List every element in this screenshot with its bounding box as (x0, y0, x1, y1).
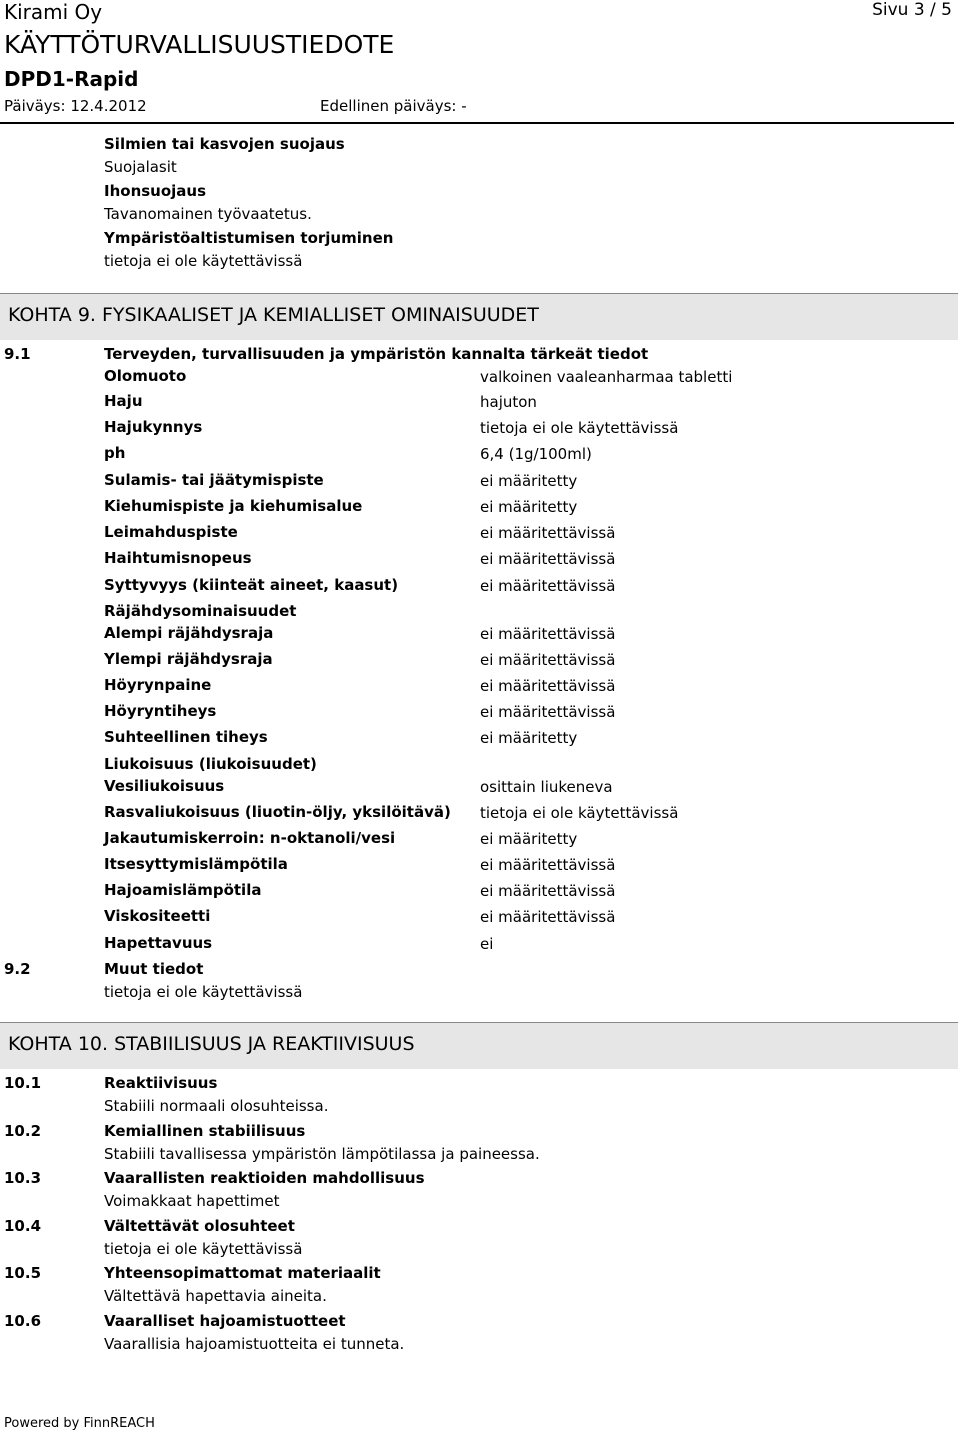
company-name: Kirami Oy (4, 0, 103, 24)
property-value: ei määritettävissä (480, 651, 616, 669)
property-label: Kiehumispiste ja kiehumisalue (104, 497, 363, 515)
product-name: DPD1-Rapid (4, 67, 139, 91)
property-label: Jakautumiskerroin: n-oktanoli/vesi (104, 829, 396, 847)
property-value: ei määritettävissä (480, 908, 616, 926)
subsection-number: 10.6 (4, 1312, 42, 1330)
property-label: Höyrynpaine (104, 676, 212, 694)
document-title: KÄYTTÖTURVALLISUUSTIEDOTE (4, 30, 395, 59)
property-value: osittain liukeneva (480, 778, 613, 796)
subsection-number: 10.1 (4, 1074, 42, 1092)
property-label: Viskositeetti (104, 907, 211, 925)
subsection-title: Vaaralliset hajoamistuotteet (104, 1312, 346, 1330)
property-value: tietoja ei ole käytettävissä (480, 804, 679, 822)
property-value: ei määritettävissä (480, 625, 616, 643)
subsection-title: Muut tiedot (104, 960, 204, 978)
property-label: Syttyvyys (kiinteät aineet, kaasut) (104, 576, 399, 594)
protection-label: Ihonsuojaus (104, 182, 207, 200)
property-value: hajuton (480, 393, 537, 411)
property-value: ei määritettävissä (480, 524, 616, 542)
protection-text: Suojalasit (104, 158, 177, 176)
subsection-number: 10.2 (4, 1122, 42, 1140)
subsection-number: 10.5 (4, 1264, 42, 1282)
subsection-text: Vältettävä hapettavia aineita. (104, 1287, 327, 1305)
header-divider (0, 122, 954, 124)
subsection-text: Stabiili normaali olosuhteissa. (104, 1097, 329, 1115)
property-label: Vesiliukoisuus (104, 777, 225, 795)
subsection-number: 10.4 (4, 1217, 42, 1235)
property-value: 6,4 (1g/100ml) (480, 445, 592, 463)
subsection-text: tietoja ei ole käytettävissä (104, 983, 303, 1001)
property-label: Hapettavuus (104, 934, 213, 952)
subsection-title: Vältettävät olosuhteet (104, 1217, 295, 1235)
property-label: Ylempi räjähdysraja (104, 650, 273, 668)
property-value: ei määritettävissä (480, 882, 616, 900)
subsection-title: Vaarallisten reaktioiden mahdollisuus (104, 1169, 425, 1187)
property-label: Hajoamislämpötila (104, 881, 262, 899)
subsection-text: Stabiili tavallisessa ympäristön lämpötilassa ja paineessa. (104, 1145, 540, 1163)
section-title: KOHTA 10. STABIILISUUS JA REAKTIIVISUUS (8, 1033, 415, 1055)
subsection-number: 10.3 (4, 1169, 42, 1187)
property-label: Rasvaliukoisuus (liuotin-öljy, yksilöitävä) (104, 803, 451, 821)
protection-label: Ympäristöaltistumisen torjuminen (104, 229, 394, 247)
footer: Powered by FinnREACH (4, 1416, 155, 1431)
property-value: ei määritettävissä (480, 550, 616, 568)
section-9-header (0, 293, 958, 340)
property-value: ei (480, 935, 494, 953)
subsection-title: Kemiallinen stabiilisuus (104, 1122, 306, 1140)
property-label: Hajukynnys (104, 418, 203, 436)
property-value: tietoja ei ole käytettävissä (480, 419, 679, 437)
property-label: Leimahduspiste (104, 523, 238, 541)
protection-label: Silmien tai kasvojen suojaus (104, 135, 345, 153)
property-value: ei määritetty (480, 729, 578, 747)
property-label: Alempi räjähdysraja (104, 624, 274, 642)
subsection-title: Terveyden, turvallisuuden ja ympäristön kannalta tärkeät tiedot (104, 345, 649, 363)
property-value: valkoinen vaaleanharmaa tabletti (480, 368, 733, 386)
property-value: ei määritetty (480, 830, 578, 848)
property-value: ei määritettävissä (480, 577, 616, 595)
subsection-text: Voimakkaat hapettimet (104, 1192, 280, 1210)
subsection-text: tietoja ei ole käytettävissä (104, 1240, 303, 1258)
protection-text: Tavanomainen työvaatetus. (104, 205, 312, 223)
section-title: KOHTA 9. FYSIKAALISET JA KEMIALLISET OMINAISUUDET (8, 304, 539, 326)
property-label: Haihtumisnopeus (104, 549, 252, 567)
property-value: ei määritettävissä (480, 856, 616, 874)
subsection-text: Vaarallisia hajoamistuotteita ei tunneta. (104, 1335, 405, 1353)
property-label: Sulamis- tai jäätymispiste (104, 471, 324, 489)
subsection-number: 9.2 (4, 960, 31, 978)
property-label: Höyryntiheys (104, 702, 217, 720)
property-value: ei määritettävissä (480, 703, 616, 721)
protection-text: tietoja ei ole käytettävissä (104, 252, 303, 270)
previous-date: Edellinen päiväys: - (320, 97, 467, 115)
subsection-title: Reaktiivisuus (104, 1074, 218, 1092)
property-label: Räjähdysominaisuudet (104, 602, 297, 620)
property-value: ei määritetty (480, 498, 578, 516)
property-label: Suhteellinen tiheys (104, 728, 268, 746)
subsection-title: Yhteensopimattomat materiaalit (104, 1264, 381, 1282)
property-label: ph (104, 444, 126, 462)
property-value: ei määritetty (480, 472, 578, 490)
property-value: ei määritettävissä (480, 677, 616, 695)
property-label: Olomuoto (104, 367, 187, 385)
property-label: Haju (104, 392, 143, 410)
subsection-number: 9.1 (4, 345, 31, 363)
section-10-header (0, 1022, 958, 1069)
property-label: Itsesyttymislämpötila (104, 855, 288, 873)
page-number: Sivu 3 / 5 (872, 0, 952, 20)
date: Päiväys: 12.4.2012 (4, 97, 147, 115)
property-label: Liukoisuus (liukoisuudet) (104, 755, 317, 773)
